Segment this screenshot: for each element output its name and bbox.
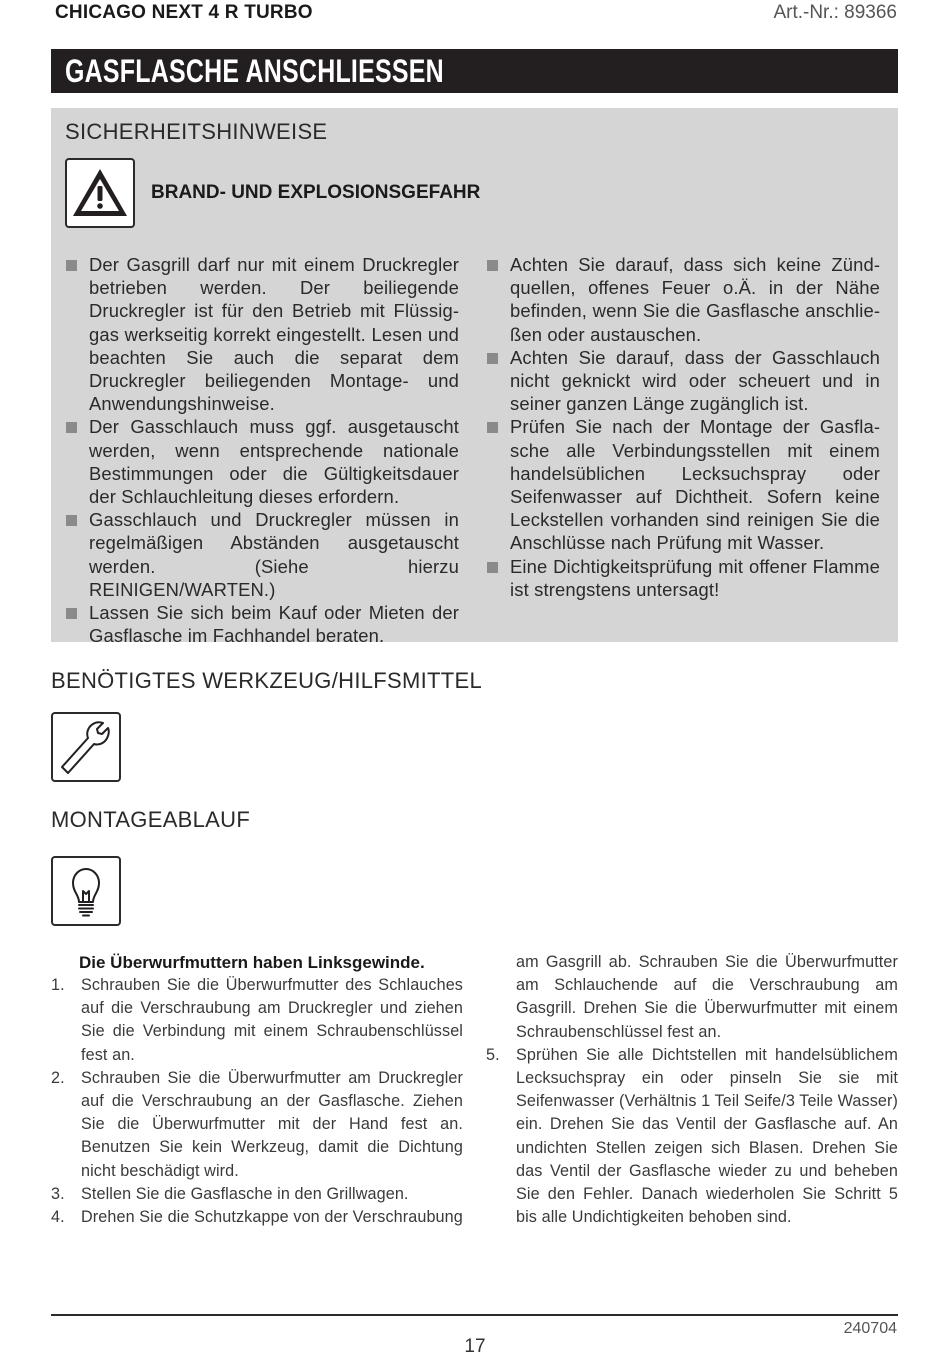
tools-heading: BENÖTIGTES WERKZEUG/HILFSMITTEL — [51, 668, 483, 693]
step-text: Drehen Sie die Schutzkappe von der Verschraubung — [81, 1208, 463, 1227]
procedure-heading: MONTAGEABLAUF — [51, 807, 251, 832]
safety-item: Achten Sie darauf, dass sich keine Zündquellen, offenes Feuer o.Ä. in der Nähe befinden, wenn Sie die Gasflasche anschließen oder austauschen. — [486, 253, 880, 346]
step-item — [486, 951, 898, 1044]
step-text: Stellen Sie die Gasflasche in den Grillwagen. — [81, 1184, 409, 1203]
wrench-icon — [51, 712, 121, 782]
steps-right — [486, 951, 898, 1229]
safety-item: Lassen Sie sich beim Kauf oder Mieten der Gasflasche im Fachhandel beraten. — [65, 601, 459, 647]
document-code: 240704 — [843, 1320, 897, 1337]
warning-label: BRAND- UND EXPLOSIONSGEFAHR — [151, 182, 481, 203]
steps-left — [51, 974, 463, 1229]
safety-panel — [51, 108, 898, 647]
safety-heading: SICHERHEITSHINWEISE — [65, 119, 328, 144]
safety-item: Eine Dichtigkeitsprüfung mit offener Flamme ist strengstens untersagt! — [486, 555, 880, 601]
safety-list-left — [65, 253, 459, 647]
step-number: 1. — [51, 976, 65, 994]
page-title: GASFLASCHE ANSCHLIESSEN — [65, 53, 444, 89]
step-text: am Gasgrill ab. Schrauben Sie die Überwurfmutter am Schlauchende auf die Verschraubung am Gasgrill. Drehen Sie die Überwurfmutter mit einem Schraubenschlüssel fest an. — [516, 953, 898, 1041]
safety-item: Achten Sie darauf, dass der Gasschlauch nicht geknickt wird oder scheuert und in seiner ganzen Länge zugänglich ist. — [486, 346, 880, 416]
step-number: 4. — [51, 1208, 65, 1227]
step-text: Schrauben Sie die Überwurfmutter am Druckregler auf die Verschraubung an der Gasflasche. Ziehen Sie die Überwurfmutter mit der Hand fest an. Benutzen Sie kein Werkzeug, damit die Dichtung nicht beschädigt wird. — [81, 1068, 463, 1180]
safety-item: Der Gasgrill darf nur mit einem Druckregler betrieben werden. Der beiliegende Druckregler ist für den Betrieb mit Flüssiggas werkseitig korrekt eingestellt. Lesen und beachten Sie auch die separat dem Druckregler beiliegenden Montage- und Anwendungshinweise. — [65, 253, 459, 415]
step-number: 2. — [51, 1068, 65, 1087]
step-number: 3. — [51, 1184, 65, 1203]
section-title-bar — [51, 49, 898, 93]
step-number: 5. — [486, 1045, 500, 1064]
step-text: Schrauben Sie die Überwurfmutter des Schlauches auf die Verschraubung am Druckregler und ziehen Sie die Verbindung mit einem Schraubenschlüssel fest an. — [81, 976, 463, 1064]
footer-divider — [51, 1314, 898, 1316]
safety-item: Prüfen Sie nach der Montage der Gasflasche alle Verbindungsstellen mit einem handelsüblichen Lecksuchspray oder Seifenwasser auf Dichtheit. Sofern keine Leckstellen vorhanden sind reinigen Sie die Anschlüsse nach Prüfung mit Wasser. — [486, 415, 880, 554]
lightbulb-icon — [51, 856, 121, 926]
step-item — [486, 1044, 898, 1230]
step-text: Sprühen Sie alle Dichtstellen mit handelsüblichem Lecksuchspray ein oder pinseln Sie sie mit Seifenwasser (Verhältnis 1 Teil Seife/3 Teile Wasser) ein. Drehen Sie das Ventil der Gasflasche auf. An undichten Stellen zeigen sich Blasen. Drehen Sie das Ventil der Gasflasche wieder zu und beheben Sie den Fehler. Danach wiederholen Sie Schritt 5 bis alle Undichtigkeiten behoben sind. — [516, 1045, 898, 1227]
safety-list-right — [486, 253, 880, 601]
step-item — [51, 1067, 463, 1183]
procedure-note: Die Überwurfmuttern haben Linksgewinde. — [79, 953, 425, 972]
safety-item: Gasschlauch und Druckregler müssen in regelmäßigen Abständen ausgetauscht werden. (Siehe hierzu REINIGEN/WARTEN.) — [65, 508, 459, 601]
step-item — [51, 1206, 463, 1229]
step-item — [51, 974, 463, 1067]
safety-item: Der Gasschlauch muss ggf. ausgetauscht werden, wenn entsprechende nationale Bestimmungen oder die Gültigkeitsdauer der Schlauchleitung dieses erfordern. — [65, 415, 459, 508]
step-item — [51, 1183, 463, 1206]
article-number: Art.-Nr.: 89366 — [773, 2, 897, 23]
product-name: CHICAGO NEXT 4 R TURBO — [55, 2, 313, 23]
page-number: 17 — [464, 1336, 486, 1357]
warning-triangle-icon — [65, 158, 135, 228]
